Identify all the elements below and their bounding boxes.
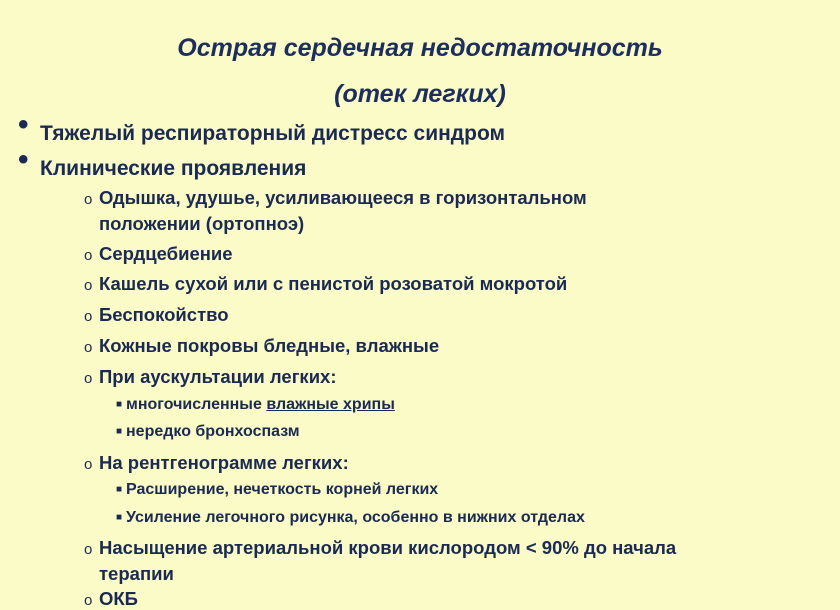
symptom-cough (84, 273, 567, 295)
symptom-dyspnea (84, 187, 587, 209)
symptom-text: Кашель сухой или с пенистой розоватой мокротой (99, 273, 568, 294)
symptom-dyspnea-cont: положении (ортопноэ) (99, 213, 305, 234)
circle-bullet-icon: o (84, 592, 93, 609)
auscultation-bronchospasm (116, 423, 300, 441)
symptom-text: Одышка, удушье, усиливающееся в горизонтальном (99, 187, 587, 208)
symptom-saturation (84, 537, 676, 559)
circle-bullet-icon: o (84, 247, 93, 264)
circle-bullet-icon: o (84, 339, 93, 356)
symptom-anxiety (84, 304, 229, 326)
bullet-text: Клинические проявления (40, 157, 307, 180)
symptom-text: При аускультации легких: (99, 366, 337, 387)
square-bullet-icon: ■ (116, 484, 123, 495)
symptom-palpitations (84, 243, 233, 265)
symptom-text: На рентгенограмме легких: (99, 452, 349, 473)
circle-bullet-icon: o (84, 191, 93, 208)
bullet-clinical-manifestations (18, 143, 307, 181)
symptom-xray (84, 452, 349, 474)
symptom-text: Кожные покровы бледные, влажные (99, 335, 440, 356)
symptom-skin (84, 335, 439, 357)
bullet-respiratory-distress (18, 108, 506, 146)
sub-text: Усиление легочного рисунка, особенно в нижних отделах (126, 509, 585, 526)
xray-roots (116, 481, 438, 499)
sub-text-underlined: влажные хрипы (266, 396, 395, 413)
bullet-text: Тяжелый респираторный дистресс синдром (40, 122, 506, 145)
sub-text: многочисленные (126, 396, 267, 413)
symptom-text: Беспокойство (99, 304, 229, 325)
slide-title-line2: (отек легких) (334, 80, 506, 108)
sub-text: нередко бронхоспазм (126, 423, 300, 440)
symptom-text: ОКБ (99, 588, 138, 609)
square-bullet-icon: ■ (116, 399, 123, 410)
symptom-partial (84, 588, 138, 610)
symptom-text: Сердцебиение (99, 243, 233, 264)
circle-bullet-icon: o (84, 277, 93, 294)
bullet-dot-icon: • (18, 108, 29, 141)
symptom-text: Насыщение артериальной крови кислородом < 90% до начала (99, 537, 677, 558)
circle-bullet-icon: o (84, 456, 93, 473)
slide-title-line1: Острая сердечная недостаточность (177, 34, 663, 62)
xray-pattern (116, 509, 585, 527)
circle-bullet-icon: o (84, 308, 93, 325)
auscultation-rales (116, 396, 395, 414)
sub-text: Расширение, нечеткость корней легких (126, 481, 439, 498)
circle-bullet-icon: o (84, 370, 93, 387)
square-bullet-icon: ■ (116, 512, 123, 523)
circle-bullet-icon: o (84, 541, 93, 558)
square-bullet-icon: ■ (116, 426, 123, 437)
symptom-auscultation (84, 366, 337, 388)
bullet-dot-icon: • (18, 143, 29, 176)
symptom-saturation-cont: терапии (99, 563, 174, 584)
